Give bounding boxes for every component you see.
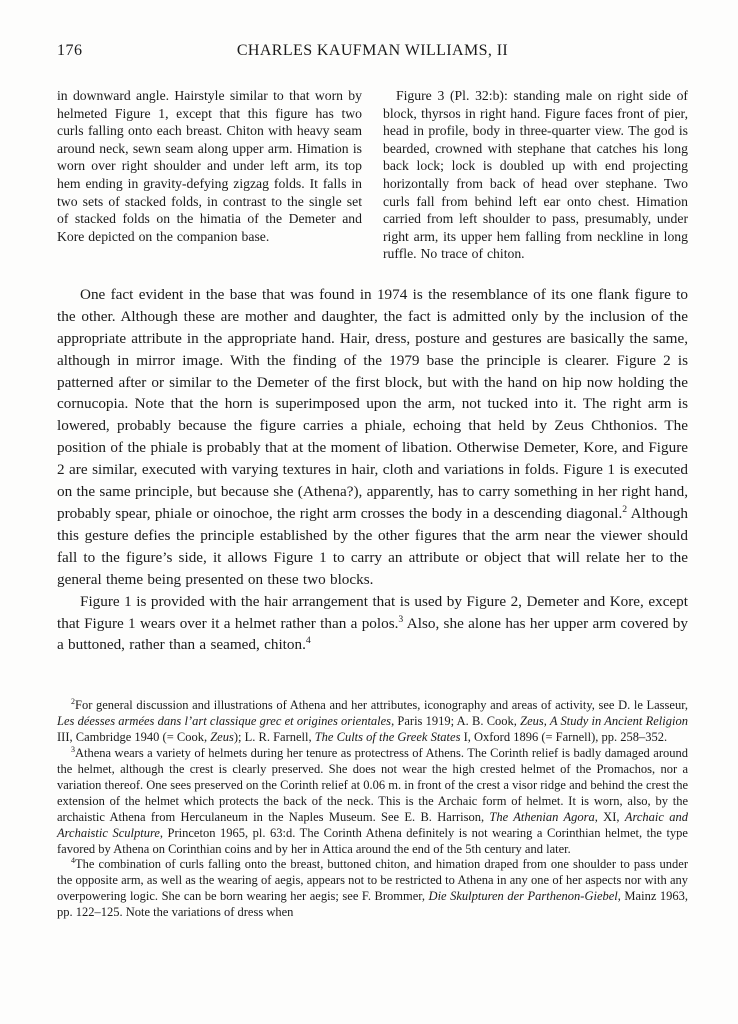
running-head: CHARLES KAUFMAN WILLIAMS, II	[236, 42, 509, 59]
footnotes-section	[57, 698, 688, 921]
catalog-columns	[57, 87, 688, 263]
body-paragraph-2: Figure 1 is provided with the hair arrangement that is used by Figure 2, Demeter and Kore, except that Figure 1 wears over it a helmet rather than a polos.$^3$ Also, she alone has her upper arm covered by a buttoned, rather than a seamed, chiton.$^4$	[57, 592, 688, 654]
footnote-3: $^3$Athena wears a variety of helmets during her tenure as protectress of Athens. The Corinth relief is badly damaged around the helmet, although the crest is clearly preserved. She does not wear the high crested helmet of the Promachos, nor a variation thereof. One sees preserved on the Corinth relief at 0.06 m. in front of the crest a visor ridge and behind the crest the extension of the helmet which protects the back of the neck. This is the Archaic form of helmet. It is worn, also, by the archaistic Athena from Herculaneum in the Naples Museum. See E. B. Harrison, The Athenian Agora, XI, Archaic and Archaistic Sculpture, Princeton 1965, pl. 63:d. The Corinth Athena definitely is not wearing a Corinthian helmet, the type favored by Athena on Corinthian coins and by her in Attica around the end of the 5th century and later.	[57, 744, 688, 856]
body-paragraph-1: One fact evident in the base that was found in 1974 is the resemblance of its one flank figure to the other. Although these are mother and daughter, the fact is admitted only by the inclusion of the appropriate attribute in the appropriate hand. Hair, dress, posture and gestures are basically the same, although in mirror image. With the finding of the 1979 base the principle is clearer. Figure 2 is patterned after or similar to the Demeter of the first block, but with the hand on hip now holding the cornucopia. Note that the horn is superimposed upon the arm, not tucked into it. The right arm is lowered, probably because the figure carries a phiale, echoing that held by Zeus Chthonios. The position of the phiale is probably that at the moment of libation. Otherwise Demeter, Kore, and Figure 2 are similar, executed with varying textures in hair, cloth and variations in folds. Figure 1 is executed on the same principle, but because she (Athena?), apparently, has to carry something in her right hand, probably spear, phiale or oinochoe, the right arm crosses the body in a descending diagonal.$^2$ Although this gesture defies the principle established by the other figures that the arm near the viewer should fall to the figure’s side, it allows Figure 1 to carry an attribute or object that will relate her to the general theme being presented on these two blocks.	[57, 285, 688, 588]
page-header	[57, 42, 688, 62]
page-number: 176	[57, 42, 83, 59]
main-text	[57, 284, 688, 656]
catalog-left-column: in downward angle. Hairstyle similar to that worn by helmeted Figure 1, except that this figure has two curls falling onto each breast. Chiton with heavy seam around neck, sewn seam along upper arm. Himation is worn over right shoulder and under left arm, its top hem ending in gravity-defying zigzag folds. It falls in two sets of stacked folds, in contrast to the single set of stacked folds on the himatia of the Demeter and Kore depicted on the companion base.	[57, 88, 362, 244]
footnote-4: $^4$The combination of curls falling onto the breast, buttoned chiton, and himation draped from one shoulder to pass under the opposite arm, as well as the wearing of aegis, appears not to be restricted to Athena in any one of her aspects nor with any overpowering logic. She can be born wearing her aegis; see F. Brommer, Die Skulpturen der Parthenon-Giebel, Mainz 1963, pp. 122–125. Note the variations of dress when	[57, 856, 689, 920]
footnote-2: $^2$For general discussion and illustrations of Athena and her attributes, iconography and areas of activity, see D. le Lasseur, Les déesses armées dans l’art classique grec et origines orientales, Paris 1919; A. B. Cook, Zeus, A Study in Ancient Religion III, Cambridge 1940 (= Cook, Zeus); L. R. Farnell, The Cults of the Greek States I, Oxford 1896 (= Farnell), pp. 258–352.	[57, 697, 688, 745]
catalog-right-column: Figure 3 (Pl. 32:b): standing male on right side of block, thyrsos in right hand. Figure faces front of pier, head in profile, body in three-quarter view. The god is bearded, crowned with stephane that catches his long back lock; lock is doubled up with end projecting horizontally from back of head over stephane. Two curls fall from behind left ear onto chest. Himation carried from left shoulder to pass, presumably, under right arm, its upper hem falling from neckline in long ruffle. No trace of chiton.	[383, 88, 688, 262]
